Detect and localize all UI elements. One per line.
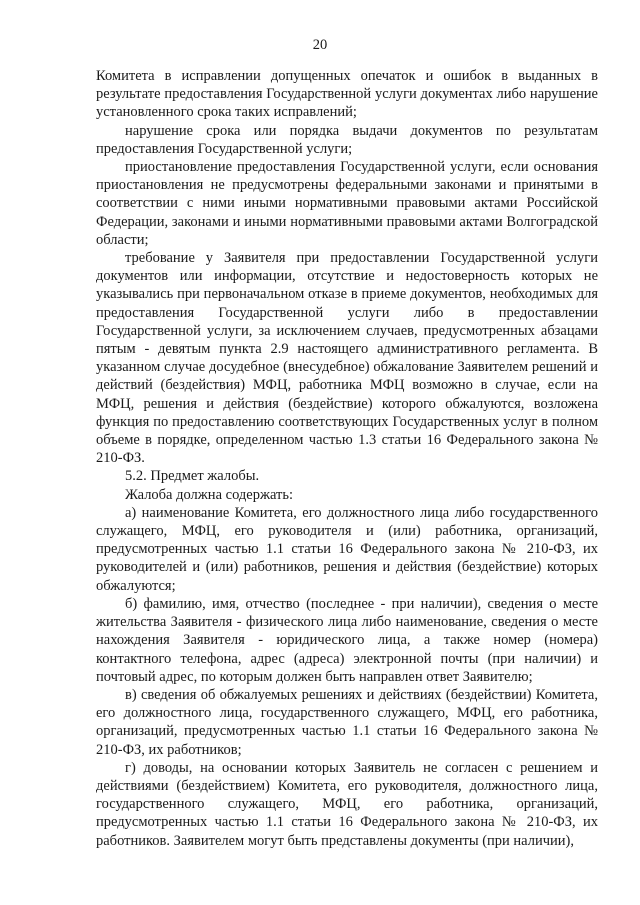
- list-item: г) доводы, на основании которых Заявитель не согласен с решением и действиями (бездействием) Комитета, его руководителя, должностного лица, государственного служащего, МФЦ, его работника, организаций, предусмотренных частью 1.1 статьи 16 Федерального закона № 210-ФЗ, их работников. Заявителем могут быть представлены документы (при наличии),: [96, 759, 598, 849]
- paragraph: Жалоба должна содержать:: [125, 486, 294, 503]
- paragraph-continuation: Комитета в исправлении допущенных опечаток и ошибок в выданных в результате предоставления Государственной услуги документах либо нарушение установленного срока таких исправлений;: [96, 68, 598, 121]
- page-number: 20: [312, 37, 328, 53]
- list-item: в) сведения об обжалуемых решениях и действиях (бездействии) Комитета, его должностного лица, государственного служащего, МФЦ, его работника, организаций, предусмотренных частью 1.1 статьи 16 Федерального закона № 210-ФЗ, их работников;: [96, 686, 598, 758]
- paragraph: требование у Заявителя при предоставлении Государственной услуги документов или информации, отсутствие и недостоверность которых не указывались при первоначальном отказе в приеме документов, необходимых для предоставления Государственной услуги либо в предоставлении Государственной услуги, за исключением случаев, предусмотренных абзацами пятым - девятым пункта 2.9 настоящего административного регламента. В указанном случае досудебное (внесудебное) обжалование Заявителем решений и действий (бездействия) МФЦ, работника МФЦ возможно в случае, если на МФЦ, решения и действия (бездействие) которого обжалуются, возложена функция по предоставлению соответствующих Государственных услуг в полном объеме в порядке, определенном частью 1.3 статьи 16 Федерального закона № 210-ФЗ.: [96, 250, 598, 467]
- list-item: б) фамилию, имя, отчество (последнее - при наличии), сведения о месте жительства Заявителя - физического лица либо наименование, сведения о месте нахождения Заявителя - юридического лица, а также номер (номера) контактного телефона, адрес (адреса) электронной почты (при наличии) и почтовый адрес, по которым должен быть направлен ответ Заявителю;: [96, 595, 598, 685]
- document-body: [96, 67, 598, 850]
- section-heading: 5.2. Предмет жалобы.: [125, 468, 260, 485]
- paragraph: приостановление предоставления Государственной услуги, если основания приостановления не предусмотрены федеральными законами и принятыми в соответствии с ними иными нормативными правовыми актами Российской Федерации, законами и иными нормативными правовыми актами Волгоградской области;: [96, 159, 598, 248]
- list-item: а) наименование Комитета, его должностного лица либо государственного служащего, МФЦ, его руководителя и (или) работника, организаций, предусмотренных частью 1.1 статьи 16 Федерального закона № 210-ФЗ, их руководителей и (или) работников, решения и действия (бездействие) которых обжалуются;: [96, 504, 598, 594]
- paragraph: нарушение срока или порядка выдачи документов по результатам предоставления Государственной услуги;: [96, 122, 598, 157]
